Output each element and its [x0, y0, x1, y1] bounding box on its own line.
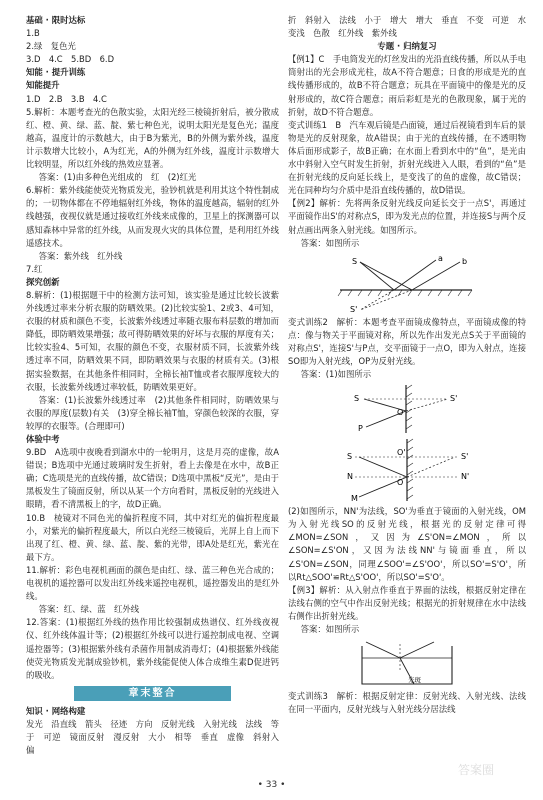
explanation: 6.解析：紫外线能使荧光物质发光，验钞机就是利用其这个特性制成的；一切物体都在不停地辐射红外线，物体的温度越高，辐射的红外线越强，夜视仪就是通过接收红外线来成像的，卫星上的探测器可以感知森林中异常的红外线，从而发现火灾的具体位置，是利用红外线遥感技术。: [26, 185, 279, 248]
answer-line: 答案：红、绿、蓝 红外线: [38, 604, 140, 615]
right-column: [288, 14, 526, 716]
point-label: b: [462, 256, 468, 266]
subsection-heading: 体验中考: [26, 434, 60, 444]
section-heading: 专题 · 归纳复习: [377, 41, 437, 52]
point-label: S': [450, 394, 458, 404]
answer-line: 3.D 4.C 5.BD 6.D: [26, 54, 115, 65]
answer-line: 1.B: [26, 28, 40, 39]
answer-line: 答案：(1)如图所示: [300, 369, 372, 380]
variant-exercise: 变式训练3 解析：根据反射定律：反射光线、入射光线、法线在同一平面内，反射光线与入射光线分居法线: [288, 691, 526, 715]
answer-line: 答案：如图所示: [300, 237, 360, 248]
reflection-diagram-1: [332, 252, 482, 314]
subsection-heading: 知能提升: [26, 80, 60, 91]
point-label: N: [347, 472, 353, 482]
figure-label: 光斑: [408, 676, 421, 685]
point-label: M: [351, 494, 358, 504]
section-heading: 知能 · 提升训练: [26, 67, 86, 78]
point-label: O': [397, 448, 406, 458]
example: 【例2】解析：先将两条反射光线反向延长交于一点S'，再通过平面镜作出S'的对称点S，即为发光点的位置，并连接S与两个反射点画出两条入射光线。如图所示。: [288, 198, 526, 235]
watermark-text: 答案圈: [458, 763, 495, 777]
point-label: S: [347, 452, 353, 462]
refraction-tank-diagram: [352, 638, 462, 688]
explanation: 12.答案：(1)根据红外线的热作用比较强制成热谱仪、红外线夜视仪、红外线体温计等；(2)根据红外线可以进行遥控制成电视、空调遥控器等；(3)根据紫外线有杀菌作用制成消毒灯；(4)根据紫外线能使荧光物质发光制成验钞机，紫外线能促使人体合成维生素D促进钙的吸收。: [26, 617, 279, 680]
explanation: 9.BD A选项中夜晚看到湖水中的一轮明月，这是月亮的虚像，故A错误；B选项中光通过玻璃时发生折射，看上去像是在水中，故B正确；C选项是光的直线传播，故C错误；D选项中黑板“反光”，是由于黑板发生了镜面反射，所以从某一个方向看时，黑板反射的光线进入眼睛，看不清黑板上的字，故D正确。: [26, 447, 279, 510]
variant-exercise: 变式训练1 B 汽车观后镜是凸面镜，通过后视镜看到车后的景物是光的反射现象，故A错误；由于光的直线传播，在不透明物体后面形成影子，故B正确；在水面上看到水中的“鱼”，是光由水中斜射入空气时发生折射，折射光线进入人眼，看到的“鱼”是在折射光线的反向延长线上，是变浅了的鱼的虚像，故C错误；光在同种均匀介质中是沿直线传播的，故D错误。: [288, 119, 526, 196]
answer-line: 1.D 2.B 3.B 4.C: [26, 93, 107, 104]
example: 【例1】C 手电筒发光的灯丝发出的光沿直线传播，所以从手电筒射出的光会形成光柱，故A不符合题意；日食的形成是光的直线传播形成的，故B不符合题意；玩具在平面镜中的像是光的反射形成的，故C符合题意；雨后彩虹是光的色散现象，属于光的折射，故D不符合题意。: [288, 54, 526, 117]
subsection-heading: 探究创新: [26, 276, 60, 287]
point-label: a: [438, 253, 443, 263]
section-heading: 知识 · 网络构建: [26, 705, 86, 716]
point-label: O: [397, 408, 404, 418]
point-label: S: [352, 256, 358, 266]
watermark-logo: [452, 748, 532, 788]
point-label: N': [461, 472, 470, 482]
explanation: 5.解析：本题考查光的色散实验，太阳光经三棱镜折射后，被分散成红、橙、黄、绿、蓝、靛、紫七种色光，说明太阳光是复色光；温度越高，温度计的示数越大，由于B为紫光，B的外侧为紫外线，温度计示数增大比较小，A为红光，A的外侧为红外线，温度计示数增大比较明显，所以红外线的热效应显著。: [26, 106, 279, 170]
explanation: 8.解析：(1)根据题干中的检测方法可知，该实验是通过比较长波紫外线透过率来分析衣服的防晒效果。(2)比较实验1、2或3、4可知，衣服的材质和颜色不变，长波紫外线透过率随衣服布料层数的增加而降低，即防晒效果增强；故可得防晒效果的好坏与衣服的厚度有关；比较实验4、5可知，衣服的颜色不变，衣服材质不同，长波紫外线透过率不同，防晒效果不同，即防晒效果与衣服的材质有关。(3)根据实验数据，在其他条件相同时，全棉长袖T恤或者衣服厚度较大的衣服，长波紫外线透过率较低，防晒效果更好。: [26, 289, 279, 392]
explanation: 10.B 棱镜对不同色光的偏折程度不同，其中对红光的偏折程度最小，对紫光的偏折程度最大，所以白光经三棱镜后，光屏上自上而下出现了红、橙、黄、绿、蓝、靛、紫的光带，即A处是红光，紫光在最下方。: [26, 512, 279, 562]
point-label: S': [350, 304, 358, 314]
section-heading: 基础 · 限时达标: [26, 15, 86, 25]
left-column: [26, 14, 288, 757]
answer-line: 2.绿 复色光: [26, 41, 76, 52]
page-number: • 33 •: [257, 780, 286, 790]
example: 【例3】解析：从入射点作垂直于界面的法线，根据反射定律在法线右侧的空气中作出反射光线；根据光的折射规律在水中法线右侧作出折射光线。: [288, 584, 526, 621]
point-label: O: [397, 478, 404, 488]
point-label: S: [354, 394, 360, 404]
variant-exercise: 变式训练2 解析：本题考查平面镜成像特点，平面镜成像的特点：像与物关于平面镜对称，所以先作出发光点S关于平面镜的对称点S'，连接S'与P点，交平面镜于一点O，即为入射点，连接SO即为入射光线，OP为反射光线。: [288, 316, 526, 366]
reflection-proof-diagram: [337, 437, 477, 503]
mirror-image-diagram: [342, 383, 472, 435]
answer-line: 答案：(1)长波紫外线透过率 (2)其他条件相同时，防晒效果与衣服的厚度(层数)有关 (3)穿全棉长袖T恤，穿颜色较深的衣服，穿较厚的衣服等。(合理即可): [26, 394, 279, 431]
proof-text: (2)如图所示，NN'为法线，SO'为垂直于镜面的入射光线，OM为入射光线SO的反射光线，根据光的反射定律可得∠MON=∠SON，又因为∠S'ON=∠MON，所以∠SON=∠S'ON，又因为法线NN'与镜面垂直，所以∠S'ON=∠SON，同理∠SOO'=∠S'OO'，所以SO'=S'O'，所以Rt△SOO'≌Rt△S'OO'，所以SO'=S'O'。: [288, 506, 526, 582]
answer-line: 7.红: [26, 263, 43, 274]
answer-line: 答案：(1)由多种色光组成的 红 (2)红光: [38, 172, 197, 183]
answer-line: 答案：如图所示: [300, 624, 360, 634]
knowledge-network: 折 斜射入 法线 小于 增大 增大 垂直 不变 可逆 水变浅 色散 红外线 紫外线: [288, 15, 526, 39]
chapter-banner: 章末整合: [74, 686, 231, 701]
explanation: 11.解析：彩色电视机画面的颜色是由红、绿、蓝三种色光合成的；电视机的遥控器可以发出红外线来遥控电视机，遥控器发出的是红外线。: [26, 564, 279, 602]
knowledge-network: 发光 沿直线 箭头 径迹 方向 反射光线 入射光线 法线 等于 可逆 镜面反射 漫反射 大小 相等 垂直 虚像 斜射入 偏: [26, 718, 288, 756]
point-label: S': [461, 452, 469, 462]
point-label: P: [358, 424, 363, 434]
answer-line: 答案：紫外线 红外线: [38, 250, 123, 261]
